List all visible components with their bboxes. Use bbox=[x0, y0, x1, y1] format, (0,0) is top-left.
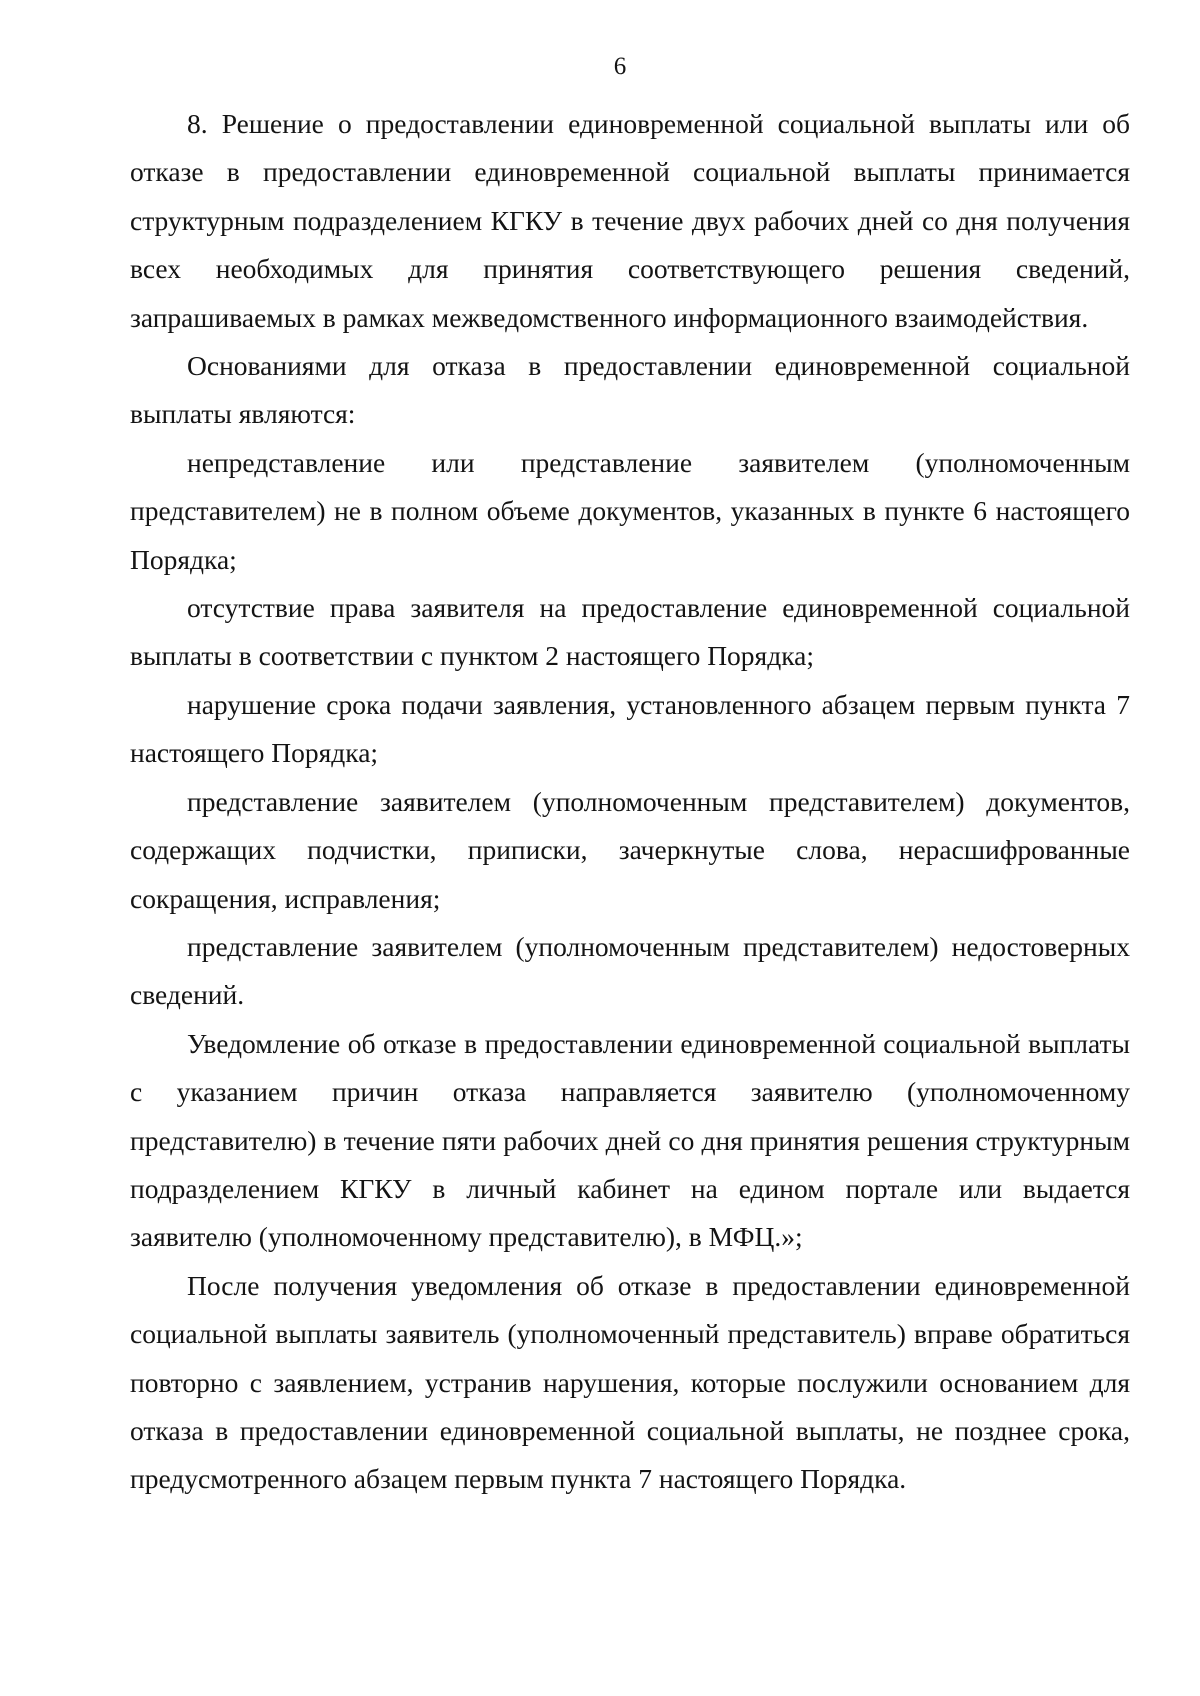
paragraph-ground-false-information: представление заявителем (уполномоченным представителем) недостоверных сведений. bbox=[130, 930, 1130, 1011]
document-body bbox=[130, 100, 1130, 1504]
paragraph-repeat-application: После получения уведомления об отказе в предоставлении единовременной социальной выплаты заявитель (уполномоченный представитель) вправе обратиться повторно с заявлением, устранив нарушения, которые послужили основанием для отказа в предоставлении единовременной социальной выплаты, не позднее срока, предусмотренного абзацем первым пункта 7 настоящего Порядка. bbox=[130, 1269, 1130, 1495]
paragraph-ground-deadline-violation: нарушение срока подачи заявления, установленного абзацем первым пункта 7 настоящего Порядка; bbox=[130, 688, 1130, 769]
paragraph-ground-incomplete-documents: непредставление или представление заявителем (уполномоченным представителем) не в полном объеме документов, указанных в пункте 6 настоящего Порядка; bbox=[130, 446, 1130, 575]
paragraph-decision: 8. Решение о предоставлении единовременной социальной выплаты или об отказе в предоставлении единовременной социальной выплаты принимается структурным подразделением КГКУ в течение двух рабочих дней со дня получения всех необходимых для принятия соответствующего решения сведений, запрашиваемых в рамках межведомственного информационного взаимодействия. bbox=[130, 108, 1130, 333]
paragraph-refusal-grounds: Основаниями для отказа в предоставлении единовременной социальной выплаты являются: bbox=[130, 350, 1130, 430]
page-number: 6 bbox=[613, 53, 627, 80]
paragraph-ground-corrected-documents: представление заявителем (уполномоченным представителем) документов, содержащих подчистки, приписки, зачеркнутые слова, нерасшифрованные сокращения, исправления; bbox=[130, 785, 1130, 914]
paragraph-refusal-notification: Уведомление об отказе в предоставлении единовременной социальной выплаты с указанием причин отказа направляется заявителю (уполномоченному представителю) в течение пяти рабочих дней со дня принятия решения структурным подразделением КГКУ в личный кабинет на едином портале или выдается заявителю (уполномоченному представителю), в МФЦ.»; bbox=[130, 1027, 1130, 1253]
paragraph-ground-no-right: отсутствие права заявителя на предоставление единовременной социальной выплаты в соответствии с пунктом 2 настоящего Порядка; bbox=[130, 592, 1130, 672]
